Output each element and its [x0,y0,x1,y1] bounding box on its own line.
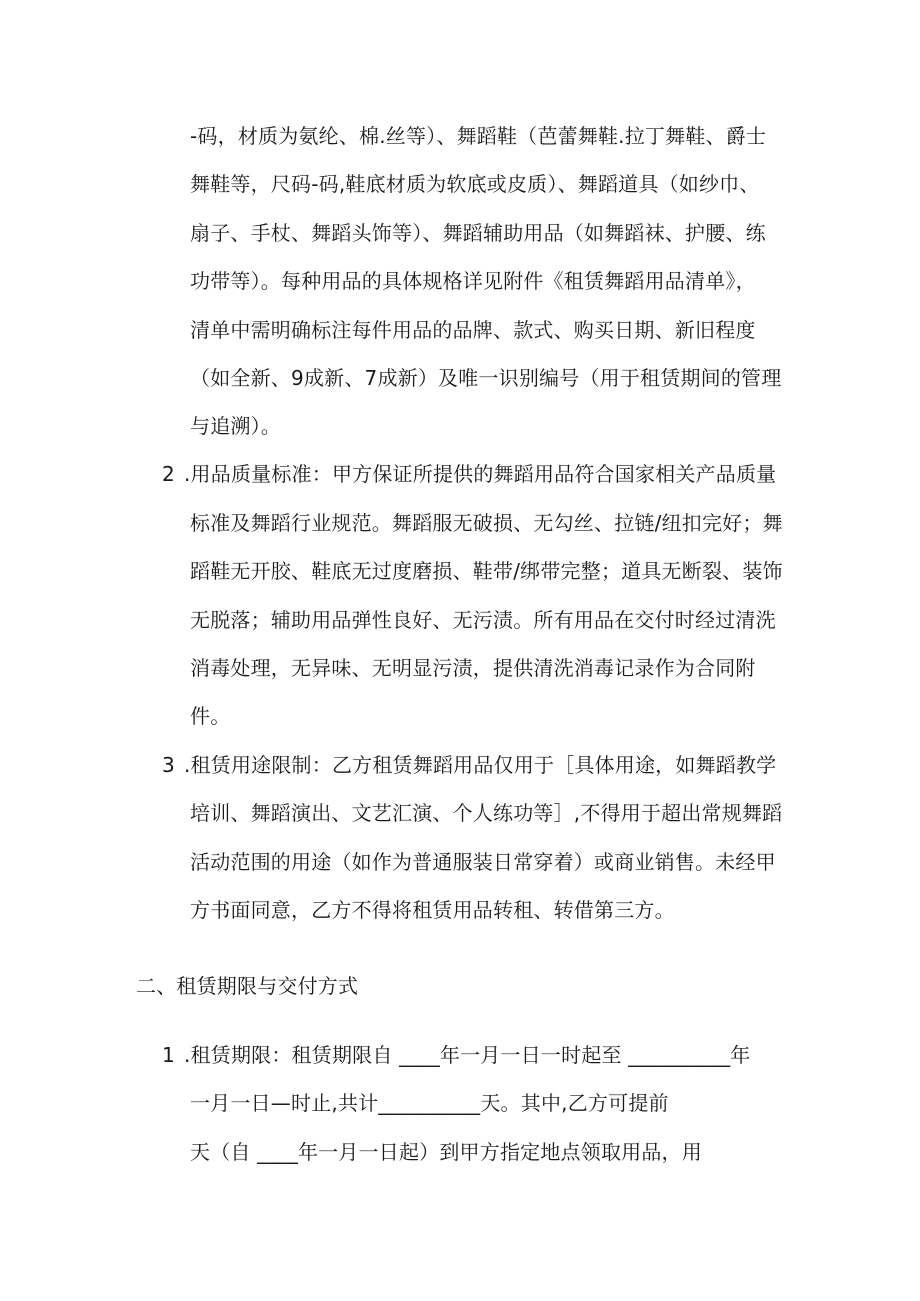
paragraph-line: 方书面同意，乙方不得将租赁用品转租、转借第三方。 [190,898,675,922]
paragraph-line: （如全新、9成新、7成新）及唯一识别编号（用于租赁期间的管理 [190,366,782,390]
section-heading: 二、租赁期限与交付方式 [136,974,359,998]
paragraph-line: 活动范围的用途（如作为普通服装日常穿着）或商业销售。未经甲 [190,850,776,874]
list-item-number: 3 [162,753,175,777]
paragraph-line: 功带等）。每种用品的具体规格详见附件《租赁舞蹈用品清单》， [190,269,756,293]
paragraph-line: 清单中需明确标注每件用品的品牌、款式、购买日期、新旧程度 [190,318,756,342]
paragraph-line: 与追溯）。 [190,414,281,438]
paragraph-line: 消毒处理，无异味、无明显污渍，提供清洗消毒记录作为合同附 [190,656,756,680]
paragraph-line: 一月一日—时止,共计__________天。其中,乙方可提前 [190,1091,669,1115]
paragraph-line: 无脱落；辅助用品弹性良好、无污渍。所有用品在交付时经过清洗 [190,608,776,632]
paragraph-line: 天（自 ____年一月一日起）到甲方指定地点领取用品，用 [190,1140,702,1164]
list-item-number: 1 [162,1043,175,1067]
paragraph-line: 件。 [190,704,231,728]
paragraph-line: 蹈鞋无开胶、鞋底无过度磨损、鞋带/绑带完整；道具无断裂、装饰 [190,559,783,583]
paragraph-line: 标准及舞蹈行业规范。舞蹈服无破损、无勾丝、拉链/纽扣完好；舞 [190,511,783,535]
paragraph-line: 培训、舞蹈演出、文艺汇演、个人练功等］,不得用于超出常规舞蹈 [190,801,783,825]
paragraph-line: .租赁期限：租赁期限自 ____年一月一日一时起至 __________年 [184,1043,751,1067]
list-item-number: 2 [162,462,175,486]
paragraph-line: -码，材质为氨纶、棉.丝等）、舞蹈鞋（芭蕾舞鞋.拉丁舞鞋、爵士 [190,124,767,148]
paragraph-line: .用品质量标准：甲方保证所提供的舞蹈用品符合国家相关产品质量 [184,462,777,486]
paragraph-line: 舞鞋等，尺码-码,鞋底材质为软底或皮质）、舞蹈道具（如纱巾、 [190,172,760,196]
paragraph-line: .租赁用途限制：乙方租赁舞蹈用品仅用于［具体用途，如舞蹈教学 [184,753,777,777]
paragraph-line: 扇子、手杖、舞蹈头饰等）、舞蹈辅助用品（如舞蹈袜、护腰、练 [190,221,766,245]
